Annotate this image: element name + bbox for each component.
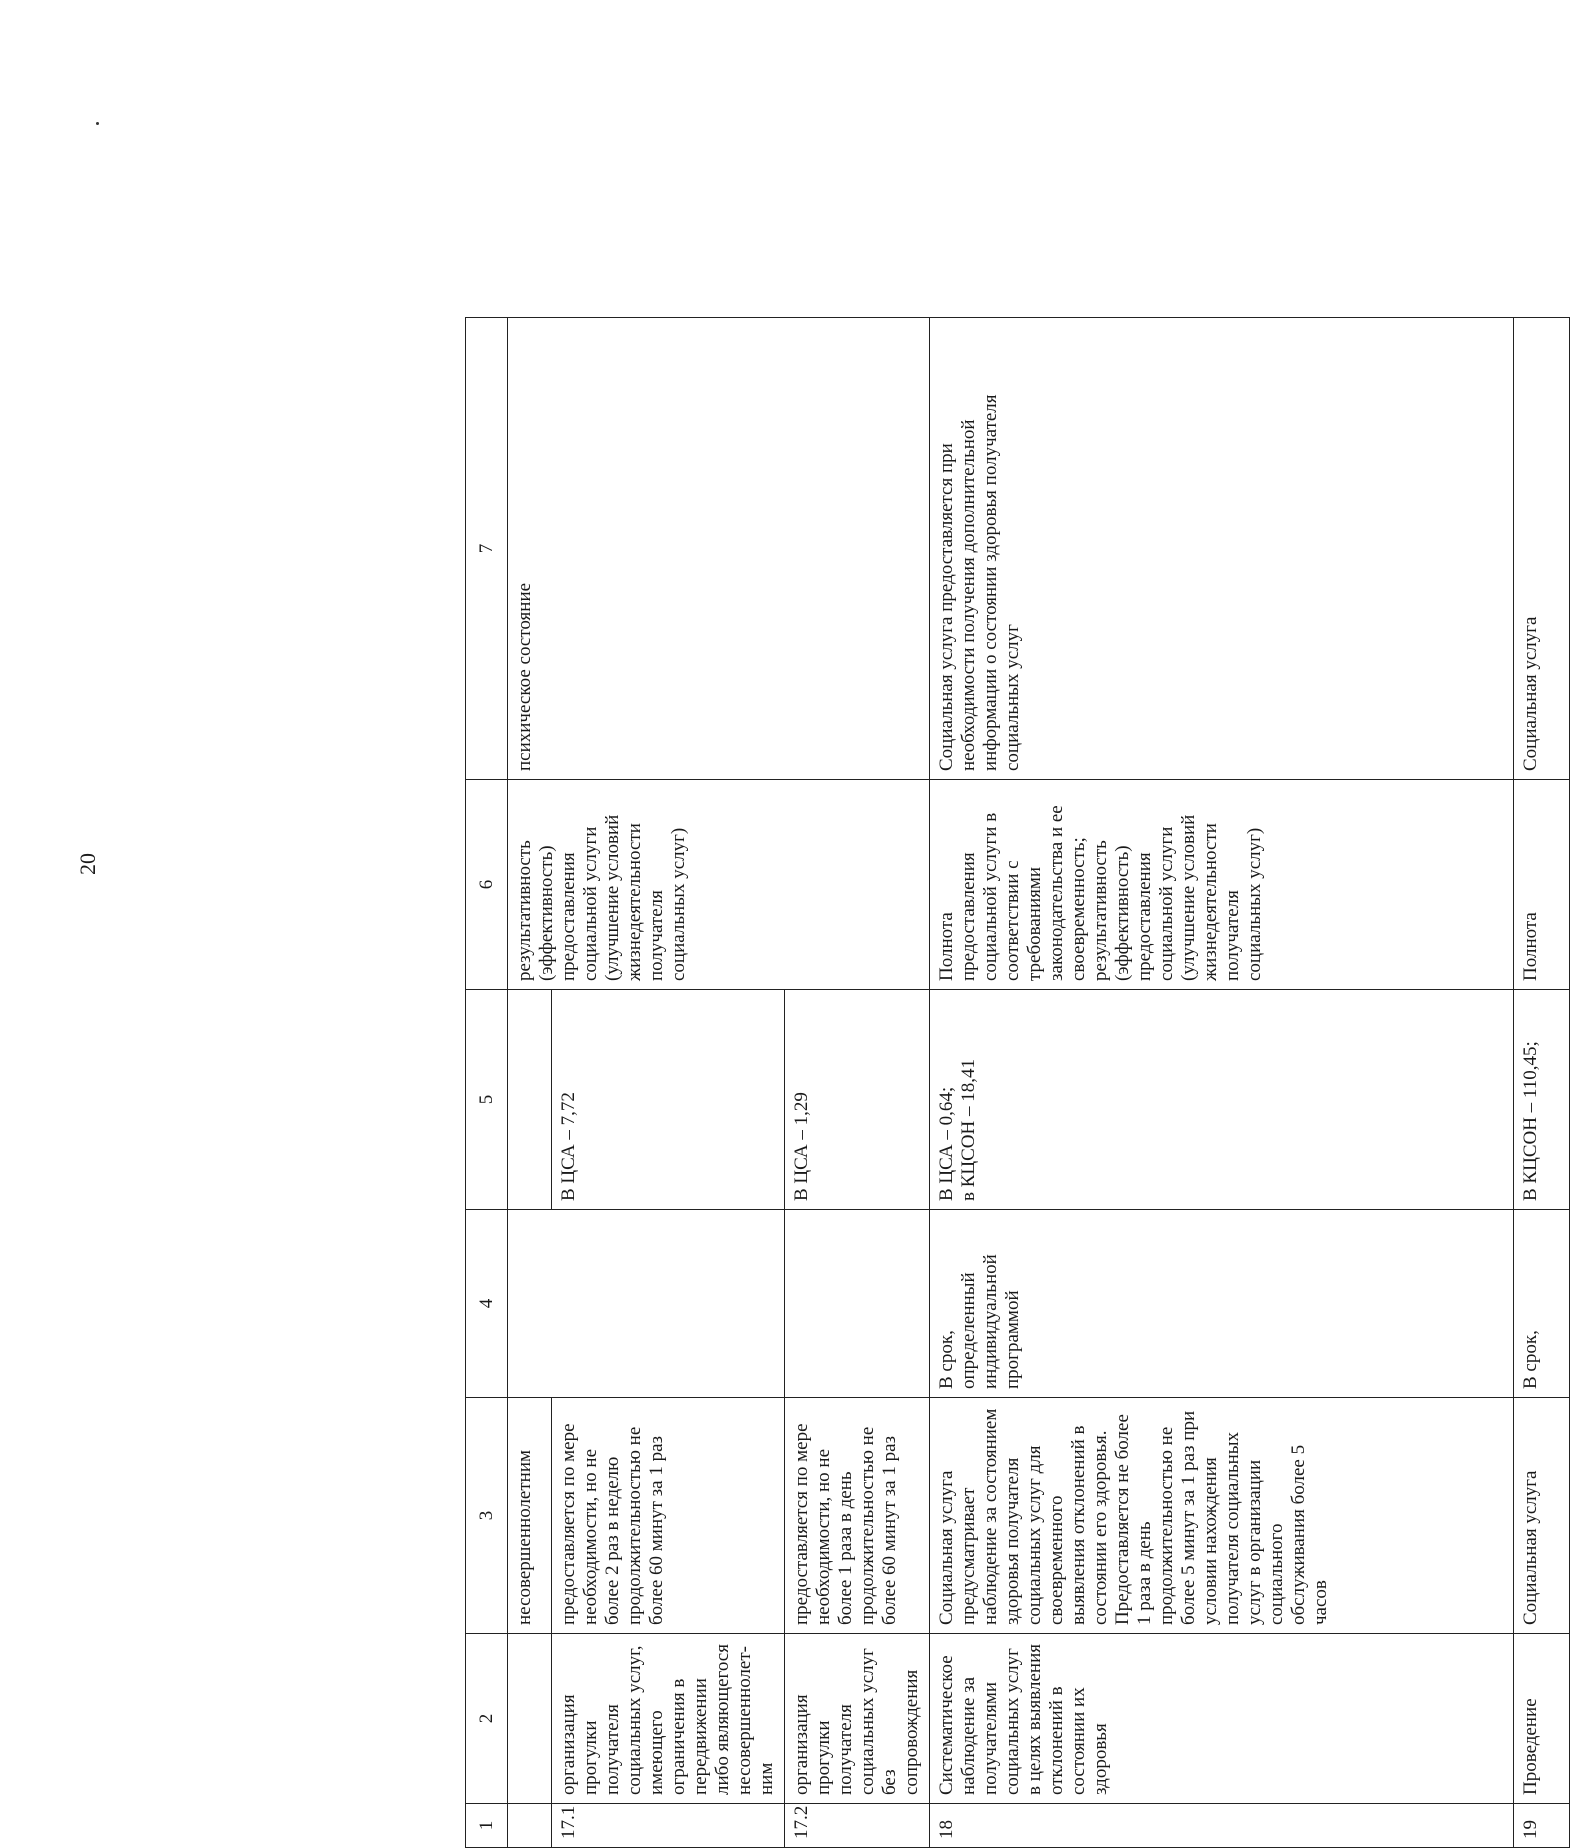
col-header-3: 3 (466, 1398, 508, 1634)
cell-description: несовершеннолетним (508, 1398, 552, 1634)
cell-number (508, 1804, 552, 1848)
cell-service-name: Проведение (1514, 1634, 1570, 1804)
cell-tariff (508, 990, 552, 1210)
cell-tariff: В КЦСОН – 110,45; (1514, 990, 1570, 1210)
col-header-4: 4 (466, 1210, 508, 1398)
cell-description: предоставляется по мере необходимости, но не более 1 раза в день продолжительностью не более 60 минут за 1 раз (785, 1398, 930, 1634)
cell-quality-indicators: Полнота (1514, 780, 1570, 990)
cell-deadline (785, 1210, 930, 1398)
services-table (465, 317, 1570, 1848)
cell-number: 17.1 (552, 1804, 785, 1848)
cell-description: Социальная услуга предусматривает наблюдение за состоянием здоровья получателя социальных услуг для своевременного выявления отклонений в состоянии его здоровья. Предоставляется не более 1 раза в день продолжительностью не более 5 минут за 1 раз при условии нахождения получателя социальных услуг в организации социального обслуживания более 5 часов (930, 1398, 1514, 1634)
column-header-row (466, 318, 508, 1848)
cell-number: 18 (930, 1804, 1514, 1848)
cell-number: 19 (1514, 1804, 1570, 1848)
cell-service-name (508, 1634, 552, 1804)
cell-tariff: В ЦСА – 1,29 (785, 990, 930, 1210)
table-row-continuation (508, 318, 552, 1848)
cell-description: предоставляется по мере необходимости, но не более 2 раз в неделю продолжительностью не более 60 минут за 1 раз (552, 1398, 785, 1634)
cell-deadline: В срок, (1514, 1210, 1570, 1398)
cell-service-name: организация прогулки получателя социальных услуг без сопровождения (785, 1634, 930, 1804)
col-header-2: 2 (466, 1634, 508, 1804)
cell-deadline: В срок, определенный индивидуальной программой (930, 1210, 1514, 1398)
cell-conditions: психическое состояние (508, 318, 930, 780)
cell-description: Социальная услуга (1514, 1398, 1570, 1634)
col-header-6: 6 (466, 780, 508, 990)
table-row-19 (1514, 318, 1570, 1848)
cell-deadline (552, 1210, 785, 1398)
cell-service-name: организация прогулки получателя социальных услуг, имеющего ограничения в передвижении либо являющегося несовершеннолет-ним (552, 1634, 785, 1804)
cell-tariff: В ЦСА – 7,72 (552, 990, 785, 1210)
col-header-5: 5 (466, 990, 508, 1210)
cell-quality-indicators: Полнота предоставления социальной услуги в соответствии с требованиями законодательства и ее своевременность; результативность (эффективность) предоставления социальной услуги (улучшение условий жизнедеятельности получателя социальных услуг) (930, 780, 1514, 990)
cell-quality-indicators: результативность (эффективность) предоставления социальной услуги (улучшение условий жизнедеятельности получателя социальных услуг) (508, 780, 930, 990)
cell-conditions: Социальная услуга предоставляется при необходимости получения дополнительной информации о состоянии здоровья получателя социальных услуг (930, 318, 1514, 780)
cell-tariff: В ЦСА – 0,64; в КЦСОН – 18,41 (930, 990, 1514, 1210)
col-header-1: 1 (466, 1804, 508, 1848)
cell-number: 17.2 (785, 1804, 930, 1848)
cell-service-name: Систематическое наблюдение за получателями социальных услуг в целях выявления отклонений в состоянии их здоровья (930, 1634, 1514, 1804)
scan-speck (96, 122, 99, 125)
cell-deadline (508, 1210, 552, 1398)
page-number: 20 (75, 853, 100, 875)
rotated-table-sheet (465, 318, 1565, 1848)
col-header-7: 7 (466, 318, 508, 780)
cell-conditions: Социальная услуга (1514, 318, 1570, 780)
table-row-18 (930, 318, 1514, 1848)
